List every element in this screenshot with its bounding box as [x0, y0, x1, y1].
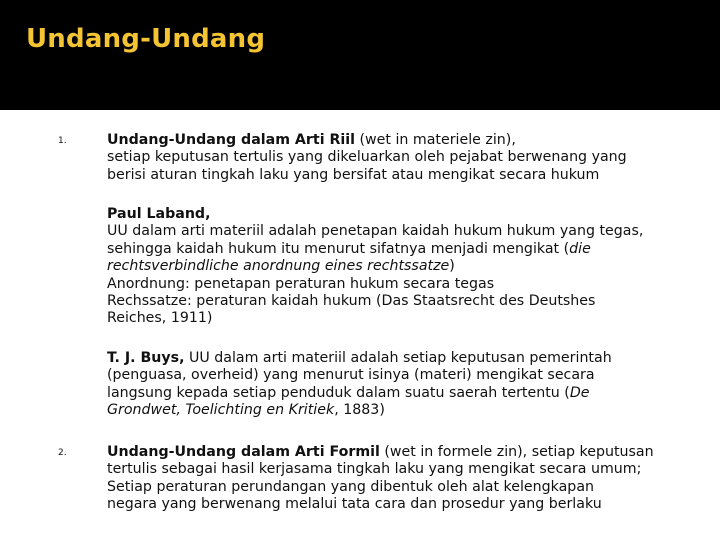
- paragraph-text: langsung kepada setiap penduduk dalam suatu saerah tertentu (: [107, 384, 570, 401]
- italic-term: rechtsverbindliche anordnung eines rechtssatze: [107, 258, 450, 275]
- italic-term: Grondwet, Toelichting en Kritiek: [107, 402, 335, 419]
- item-heading-note: (wet in materiele zin),: [355, 132, 516, 148]
- paragraph-line: negara yang berwenang melalui tata cara dan prosedur yang berlaku: [107, 496, 602, 513]
- paragraph-line: [107, 402, 707, 419]
- item-paragraph: [107, 444, 707, 514]
- author-name: T. J. Buys,: [107, 350, 185, 366]
- paragraph-text: sehingga kaidah hukum itu menurut sifatnya menjadi mengikat (: [107, 240, 570, 257]
- italic-term: die: [569, 240, 591, 257]
- item-heading-line: [107, 444, 707, 461]
- paragraph-text: ): [449, 258, 455, 275]
- title-bar: [0, 0, 720, 110]
- item-paragraph: [107, 132, 707, 184]
- paragraph-text: , 1883): [334, 402, 385, 419]
- paragraph-line: UU dalam arti materiil adalah penetapan kaidah hukum hukum yang tegas,: [107, 223, 644, 240]
- paragraph-text: UU dalam arti materiil adalah setiap keputusan pemerintah: [184, 350, 612, 366]
- paragraph-line: Reiches, 1911): [107, 310, 213, 327]
- paragraph-line: [107, 241, 707, 258]
- paragraph-line: Anordnung: penetapan peraturan hukum secara tegas: [107, 275, 495, 292]
- item-heading-note: (wet in formele zin), setiap keputusan: [379, 444, 654, 460]
- item-heading-line: [107, 132, 707, 149]
- paragraph-line: setiap keputusan tertulis yang dikeluarkan oleh pejabat berwenang yang: [107, 149, 627, 166]
- paragraph-line: berisi aturan tingkah laku yang bersifat atau mengikat secara hukum: [107, 166, 600, 183]
- italic-term: De: [569, 384, 590, 401]
- item-number: 1.: [58, 136, 67, 146]
- item-paragraph: [107, 206, 707, 328]
- paragraph-line: [107, 385, 707, 402]
- paragraph-line: (penguasa, overheid) yang menurut isinya (materi) mengikat secara: [107, 367, 595, 384]
- item-number: 2.: [58, 448, 67, 458]
- author-name: Paul Laband,: [107, 206, 211, 222]
- paragraph-line: tertulis sebagai hasil kerjasama tingkah laku yang mengikat secara umum;: [107, 461, 642, 478]
- item-paragraph: [107, 350, 707, 420]
- paragraph-line: Rechssatze: peraturan kaidah hukum (Das Staatsrecht des Deutshes: [107, 293, 596, 310]
- author-line: [107, 206, 707, 223]
- item-heading: Undang-Undang dalam Arti Riil: [107, 132, 356, 148]
- item-heading: Undang-Undang dalam Arti Formil: [107, 444, 380, 460]
- paragraph-line: Setiap peraturan perundangan yang dibentuk oleh alat kelengkapan: [107, 478, 595, 495]
- paragraph-line: [107, 258, 707, 275]
- slide-title: Undang-Undang: [26, 24, 266, 54]
- author-line: [107, 350, 707, 367]
